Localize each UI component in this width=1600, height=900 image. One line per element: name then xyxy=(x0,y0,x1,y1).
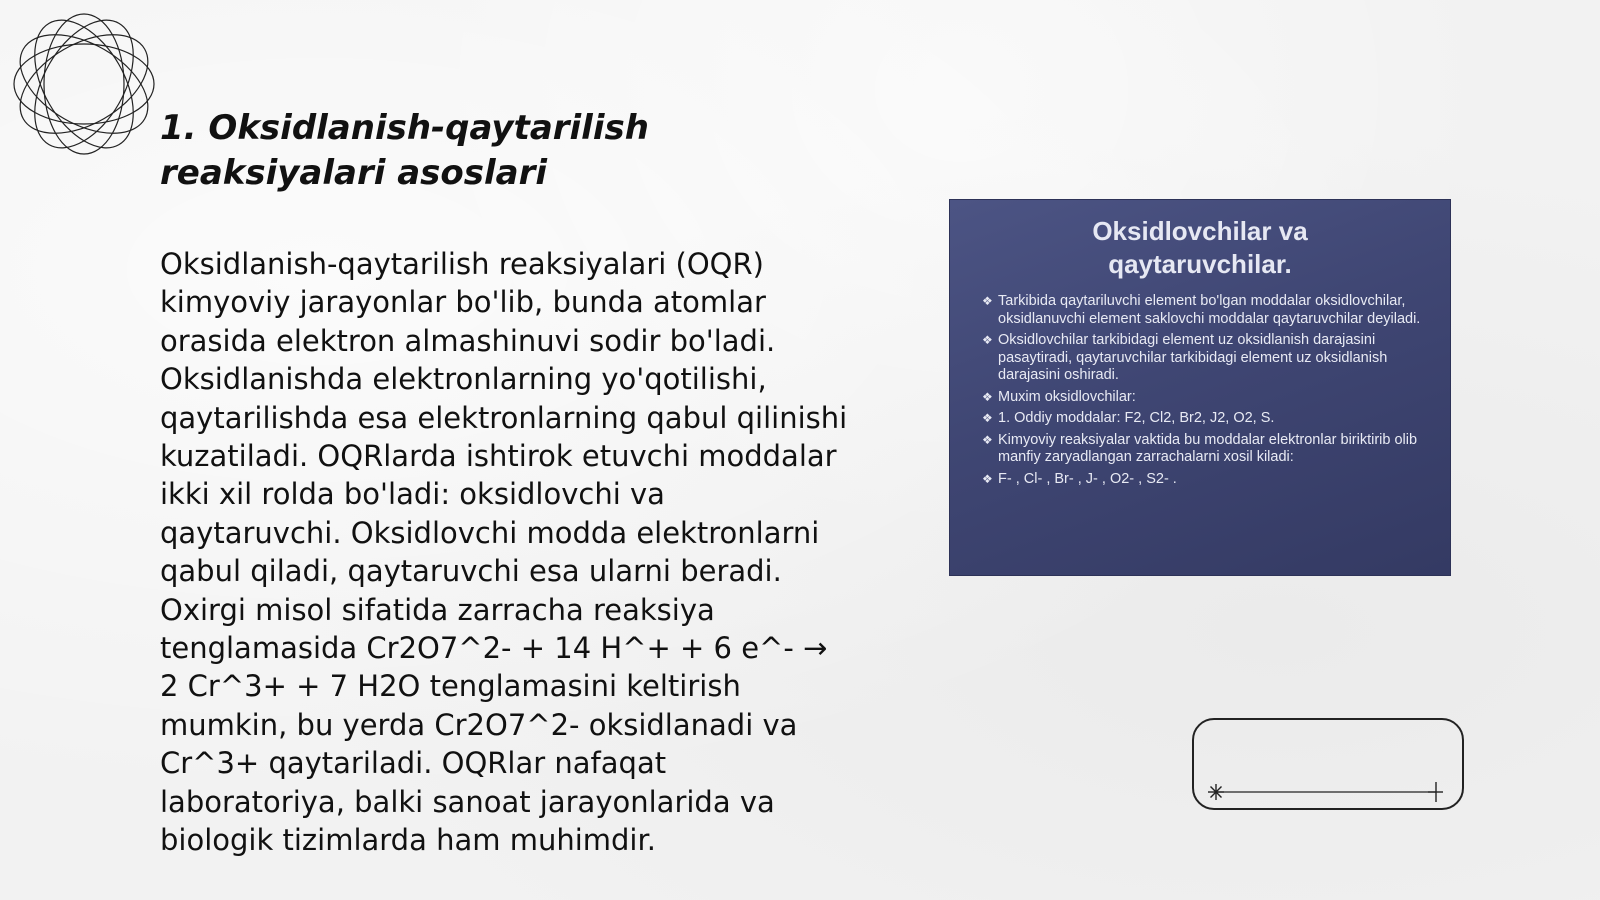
embedded-slide-list xyxy=(950,293,1450,488)
bullet-icon: ❖ xyxy=(982,432,993,447)
decorative-line xyxy=(1208,782,1443,802)
list-item: ❖ Oksidlovchilar tarkibidagi element uz oksidlanish darajasini pasaytiradi, qaytaruvchilar tarkibidagi element uz oksidlanish darajasini oshiradi. xyxy=(982,332,1388,383)
list-item: ❖ Kimyoviy reaksiyalar vaktida bu moddalar elektronlar biriktirib olib manfiy zaryadlangan zarrachalarni xosil kiladi: xyxy=(982,431,1418,465)
embedded-slide-title: Oksidlovchilar va qaytaruvchilar. xyxy=(1092,216,1308,279)
bullet-icon: ❖ xyxy=(982,411,993,425)
bullet-icon: ❖ xyxy=(982,294,993,308)
list-item: ❖ F- , Cl- , Br- , J- , O2- , S2- . xyxy=(982,470,1177,487)
list-item: ❖ Tarkibida qaytariluvchi element bo'lgan moddalar oksidlovchilar, oksidlanuvchi element saklovchi moddalar qaytaruvchilar deyiladi. xyxy=(982,293,1421,327)
bullet-icon: ❖ xyxy=(982,389,993,404)
cross-star-icon xyxy=(1428,782,1443,802)
slide-body-text: Oksidlanish-qaytarilish reaksiyalari (OQR) kimyoviy jarayonlar bo'lib, bunda atomlar orasida elektron almashinuvi sodir bo'ladi. Oksidlanishda elektronlarning yo'qotilishi, qaytarilishda esa elektronlarning qabul qilinishi kuzatiladi. OQRlarda ishtirok etuvchi moddalar ikki xil rolda bo'ladi: oksidlovchi va qaytaruvchi. Oksidlovchi modda elektronlarni qabul qiladi, qaytaruvchi esa ularni beradi. Oxirgi misol sifatida zarracha reaksiya tenglamasida Cr2O7^2- + 14 H^+ + 6 e^- → 2 Cr^3+ + 7 H2O tenglamasini keltirish mumkin, bu yerda Cr2O7^2- oksidlanadi va Cr^3+ qaytariladi. OQRlar nafaqat laboratoriya, balki sanoat jarayonlarida va biologik tizimlarda ham muhimdir. xyxy=(160,247,848,858)
list-item: ❖ Muxim oksidlovchilar: xyxy=(982,388,1136,405)
interlocking-rings-icon xyxy=(10,10,158,158)
bullet-icon: ❖ xyxy=(982,471,993,486)
bullet-icon: ❖ xyxy=(982,333,993,347)
list-item: ❖ 1. Oddiy moddalar: F2, Cl2, Br2, J2, O2, S. xyxy=(982,410,1275,426)
sparkle-icon xyxy=(1208,784,1224,800)
embedded-slide-image xyxy=(950,200,1450,575)
slide-title: 1. Oksidlanish-qaytarilish reaksiyalari asoslari xyxy=(160,108,649,193)
